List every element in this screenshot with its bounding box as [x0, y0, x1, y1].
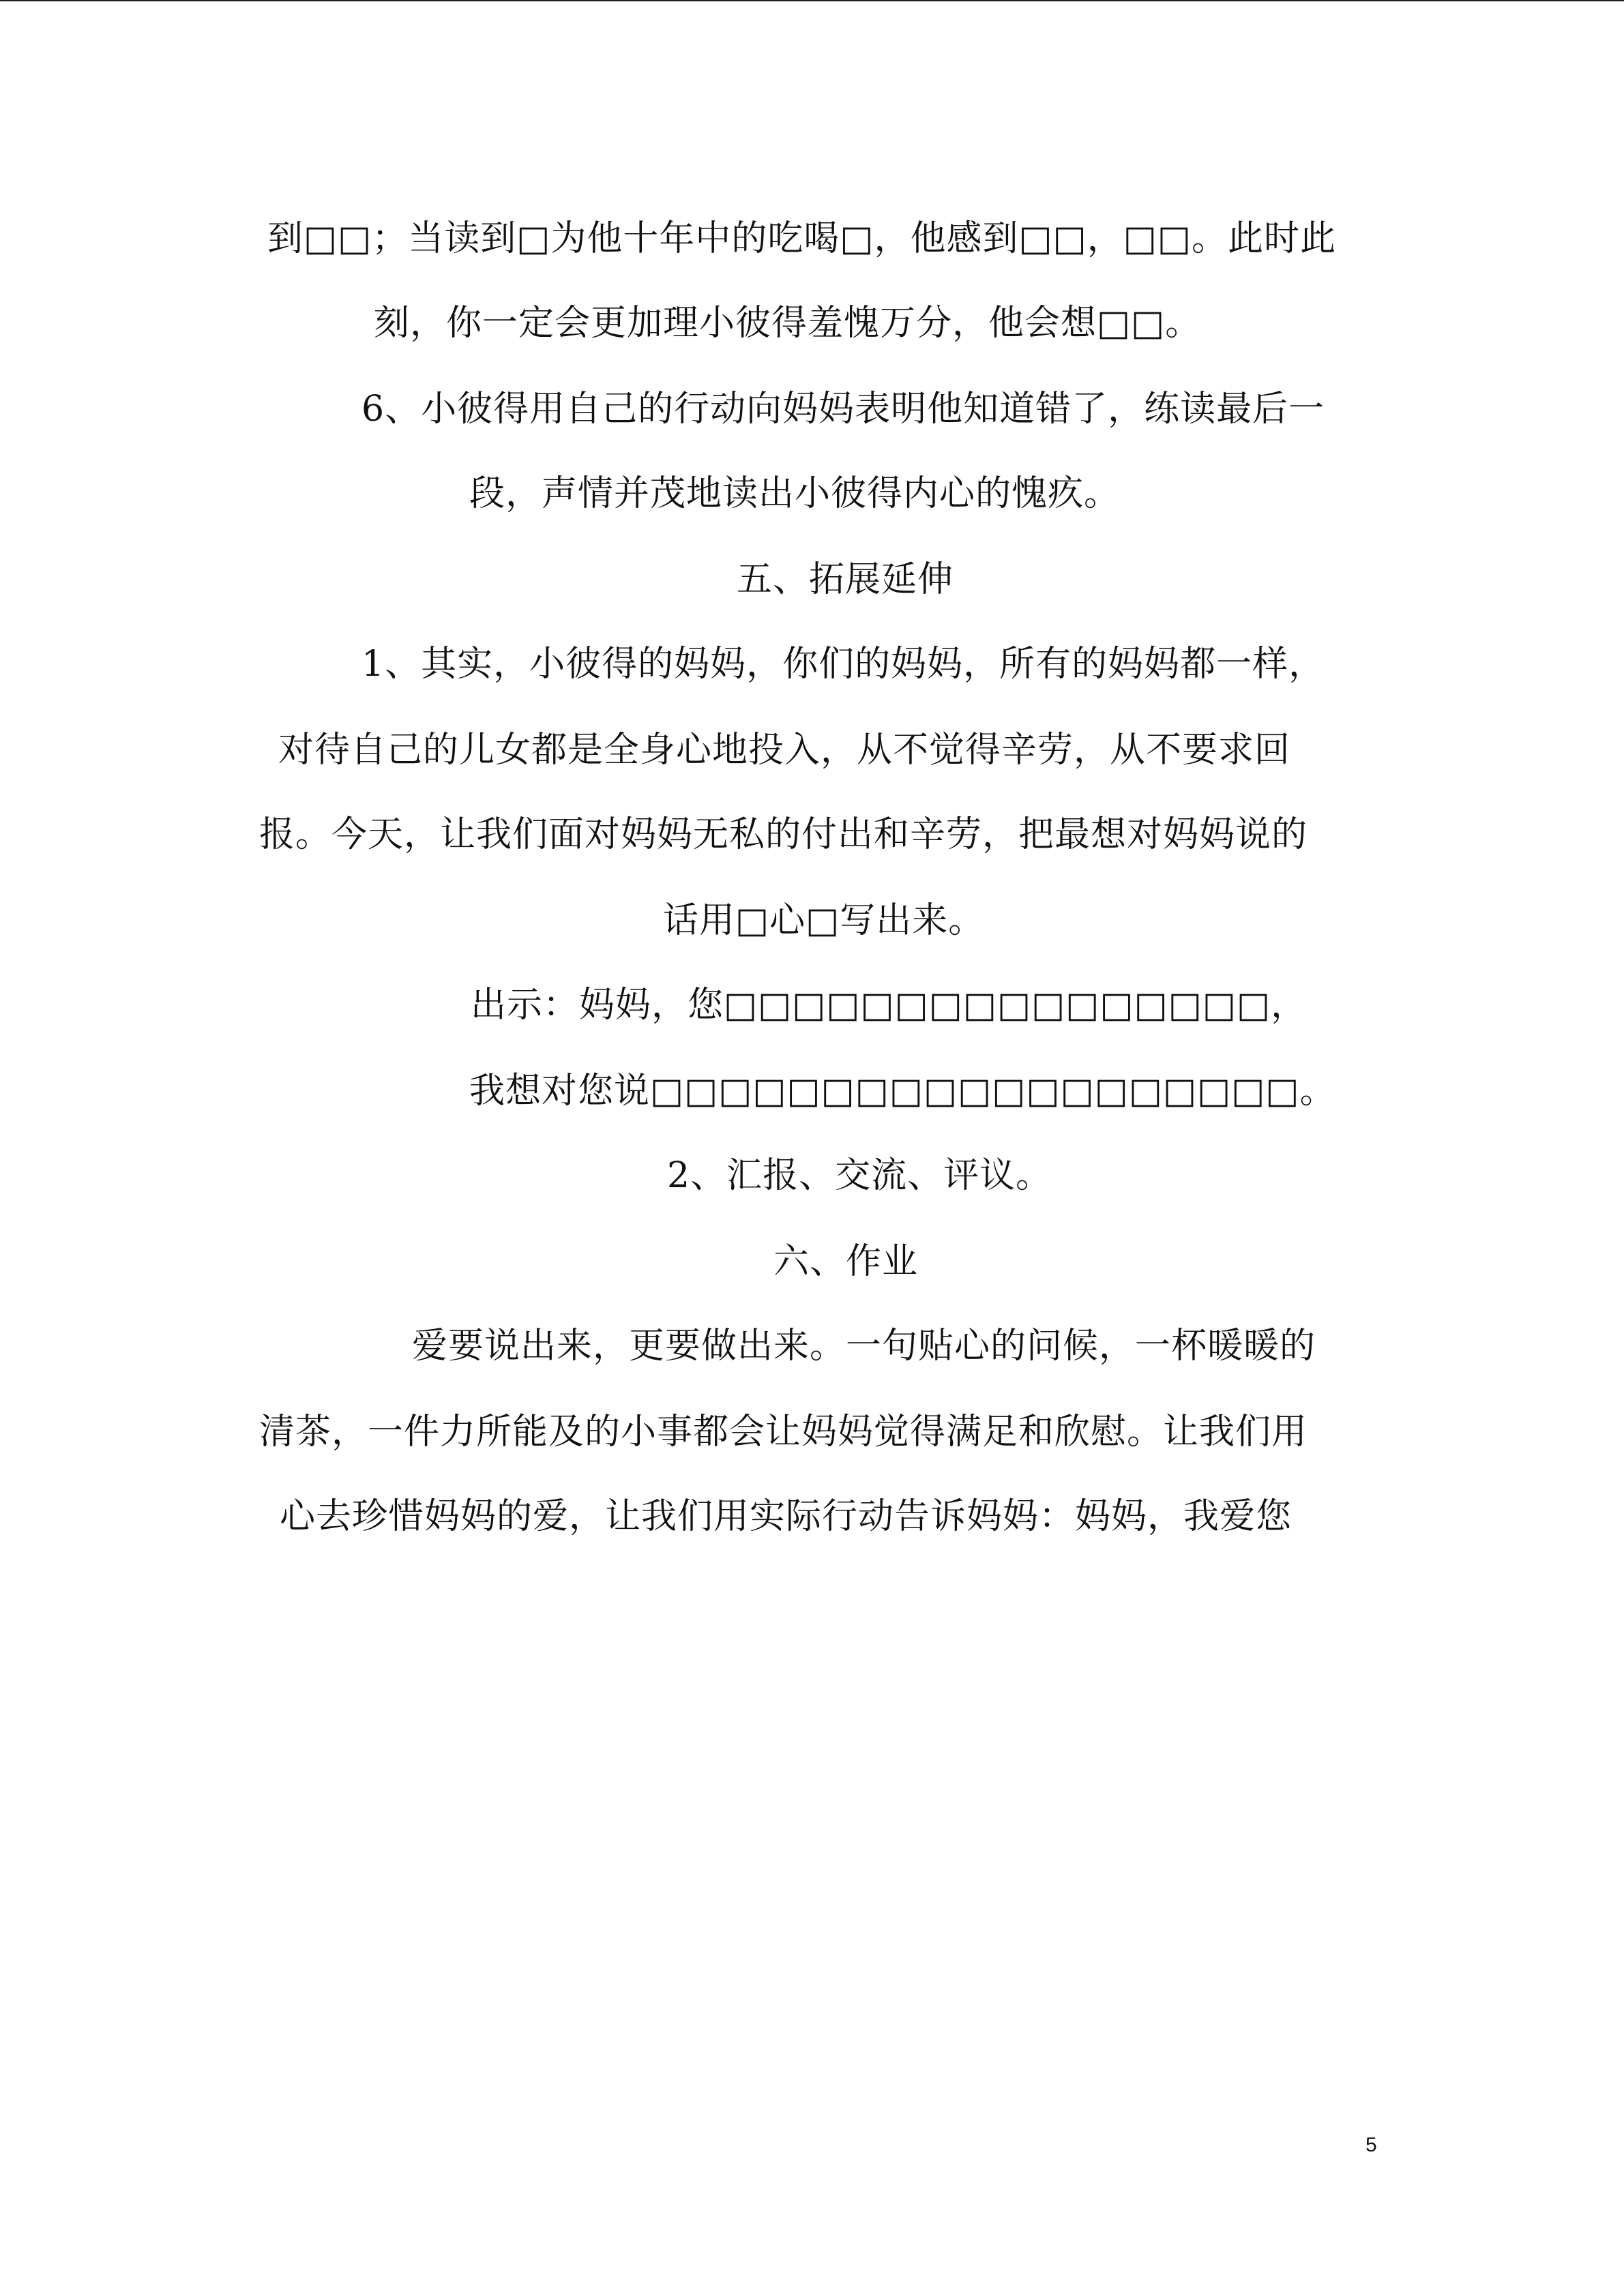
- text-line: 出示：妈妈，您□□□□□□□□□□□□□□□□，: [471, 985, 1308, 1026]
- text-line: 我想对您说□□□□□□□□□□□□□□□□□□□。: [469, 1071, 1336, 1112]
- text-line: 段，声情并茂地读出小彼得内心的愧疚。: [469, 473, 1121, 514]
- text-line: 对待自己的儿女都是全身心地投入，从不觉得辛劳，从不要求回: [278, 730, 1291, 771]
- text-line: 爱要说出来，更要做出来。一句贴心的问候，一杯暖暖的: [412, 1326, 1316, 1367]
- text-line: 话用□心□写出来。: [663, 900, 985, 941]
- text-line: 清茶，一件力所能及的小事都会让妈妈觉得满足和欣慰。让我们用: [259, 1412, 1308, 1452]
- page-number: 5: [1365, 2134, 1377, 2156]
- text-line: 刻，你一定会更加理小彼得羞愧万分，他会想□□。: [374, 303, 1202, 344]
- top-border-rule: [0, 0, 1624, 1]
- section-heading: 五、拓展延伸: [737, 559, 954, 600]
- text-line: 报。今天，让我们面对妈妈无私的付出和辛劳，把最想对妈妈说的: [259, 814, 1308, 855]
- text-line: 到□□；当读到□为他十年中的吃喝□，他感到□□，□□。此时此: [267, 218, 1337, 259]
- text-line: 心去珍惜妈妈的爱，让我们用实际行动告诉妈妈：妈妈，我爱您: [280, 1496, 1293, 1537]
- text-line: 1、其实，小彼得的妈妈，你们的妈妈，所有的妈妈都一样，: [361, 644, 1325, 685]
- text-line: 2、汇报、交流、评议。: [667, 1155, 1052, 1196]
- section-heading: 六、作业: [773, 1241, 919, 1282]
- text-line: 6、小彼得用自己的行动向妈妈表明他知道错了，练读最后一: [361, 389, 1325, 430]
